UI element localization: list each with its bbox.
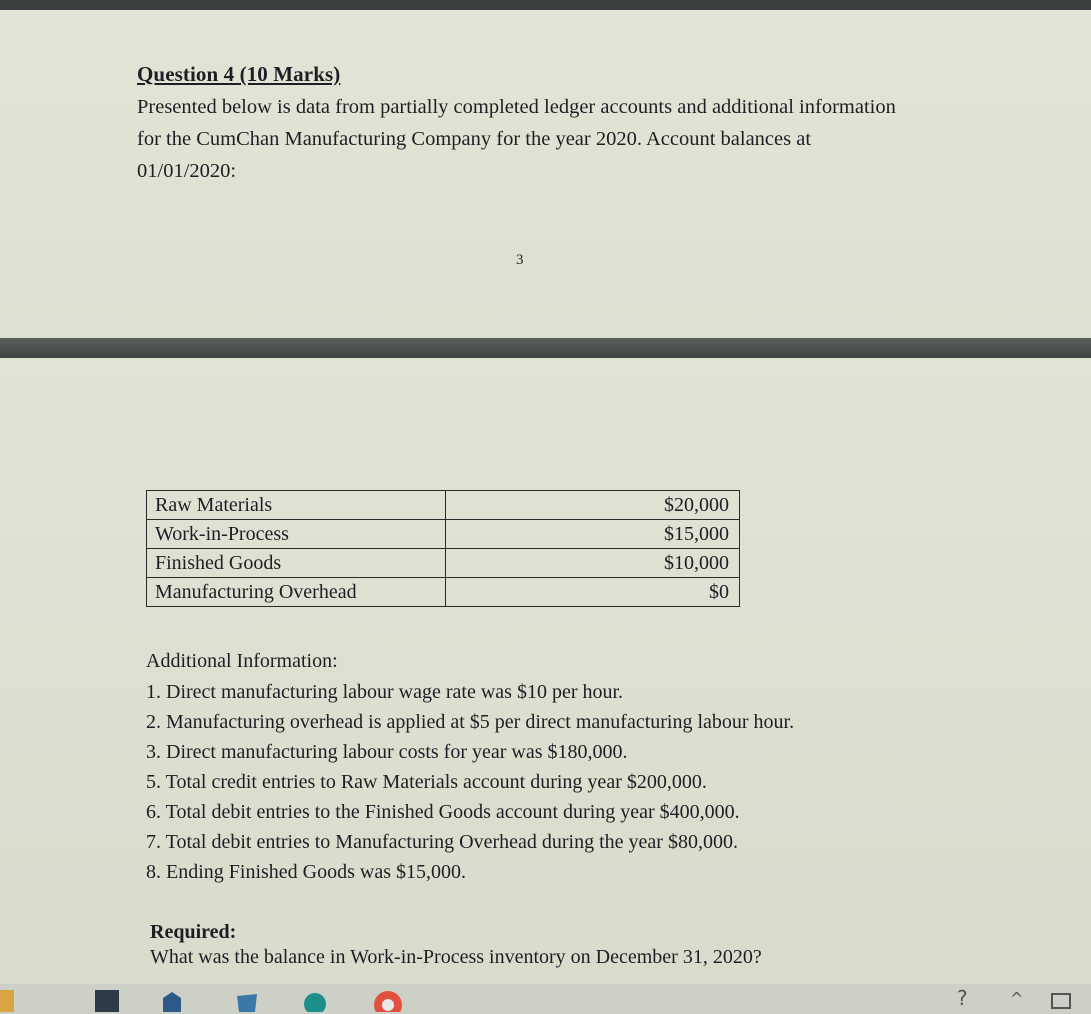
visual-studio-icon[interactable] [160, 990, 184, 1012]
list-item: 3. Direct manufacturing labour costs for year was $180,000. [146, 741, 628, 763]
account-name: Work-in-Process [147, 520, 446, 549]
required-question: What was the balance in Work-in-Process inventory on December 31, 2020? [150, 946, 762, 968]
notification-icon[interactable] [1050, 990, 1074, 1012]
chevron-up-icon[interactable]: ^ [1010, 989, 1024, 1008]
additional-info-heading: Additional Information: [146, 650, 338, 672]
list-item: 2. Manufacturing overhead is applied at $5 per direct manufacturing labour hour. [146, 711, 795, 733]
account-amount: $0 [446, 578, 740, 607]
table-row [147, 549, 740, 578]
file-explorer-icon[interactable] [0, 990, 14, 1012]
list-item: 1. Direct manufacturing labour wage rate was $10 per hour. [146, 681, 624, 703]
question-title: Question 4 (10 Marks) [137, 62, 341, 86]
list-item: 6. Total debit entries to the Finished Goods account during year $400,000. [146, 801, 740, 823]
folder-icon[interactable] [235, 990, 259, 1012]
window-top-edge [0, 0, 1091, 10]
page-divider [0, 338, 1091, 358]
table-row [147, 578, 740, 607]
list-item: 5. Total credit entries to Raw Materials account during year $200,000. [146, 771, 707, 793]
balances-table [146, 490, 740, 607]
list-item: 8. Ending Finished Goods was $15,000. [146, 861, 466, 883]
table-row [147, 491, 740, 520]
chrome-icon[interactable] [373, 990, 403, 1012]
page-number: 3 [516, 252, 524, 268]
additional-info-list [146, 677, 794, 887]
account-name: Finished Goods [147, 549, 446, 578]
account-amount: $15,000 [446, 520, 740, 549]
account-amount: $10,000 [446, 549, 740, 578]
taskbar [0, 984, 1091, 1014]
help-icon[interactable]: ? [957, 986, 968, 1010]
question-intro: Presented below is data from partially completed ledger accounts and additional information for the CumChan Manufacturing Company for the year 2020. Account balances at 01/01/2020: [137, 96, 896, 182]
table-row [147, 520, 740, 549]
store-icon[interactable] [95, 990, 119, 1012]
required-heading: Required: [150, 921, 237, 943]
account-amount: $20,000 [446, 491, 740, 520]
account-name: Raw Materials [147, 491, 446, 520]
edge-icon[interactable] [303, 990, 327, 1012]
account-name: Manufacturing Overhead [147, 578, 446, 607]
list-item: 7. Total debit entries to Manufacturing Overhead during the year $80,000. [146, 831, 738, 853]
